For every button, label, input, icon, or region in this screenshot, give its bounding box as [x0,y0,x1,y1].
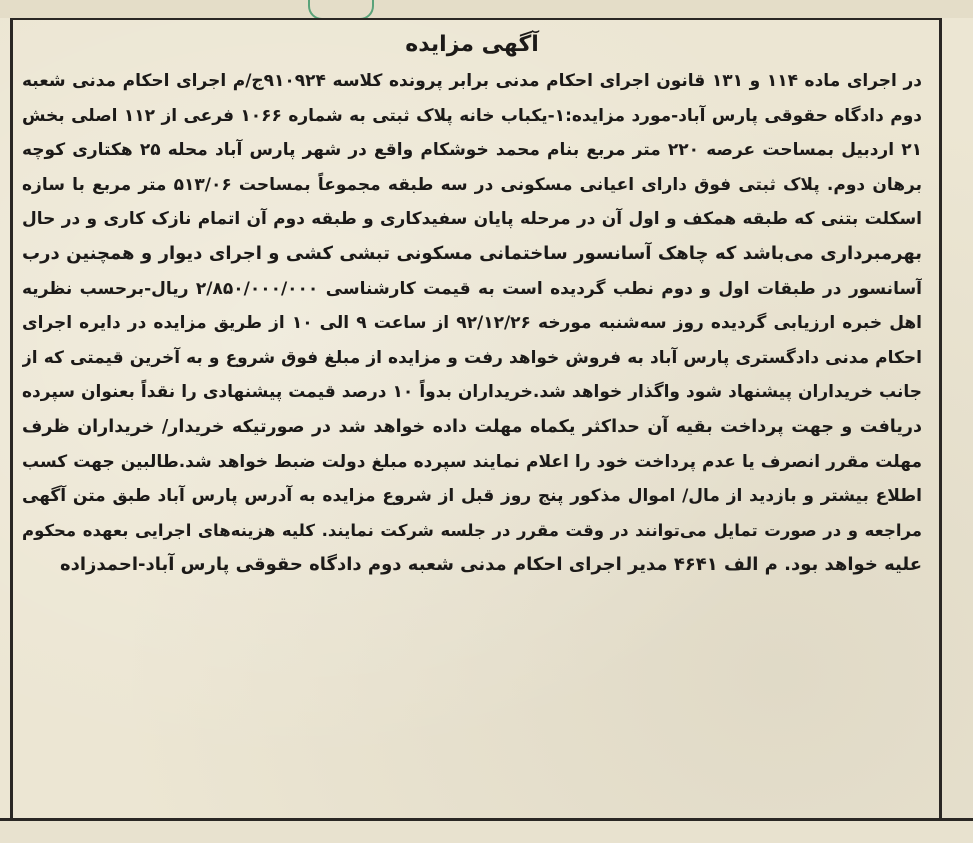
green-pen-mark [308,0,374,20]
notice-line: مراجعه و در صورت تمایل می‌توانند در وقت مقرر در جلسه شرکت نمایند. کلیه هزینه‌های اجرایی بعهده محکوم [22,520,922,540]
page-bottom-margin [0,821,973,843]
page-top-edge [0,0,973,18]
notice-line: اطلاع بیشتر و بازدید از مال/ اموال مذکور پنج روز قبل از شروع مزایده به آدرس پارس آباد طبق متن آگهی [22,486,922,507]
notice-line: بهرمبرداری می‌باشد که چاهک آسانسور ساختمانی مسکونی تبشی کشی و اجرای دیوار و همچنین درب [22,242,922,264]
notice-line: اسکلت بتنی که طبقه همکف و اول آن در مرحله پایان سفیدکاری و طبقه دوم آن اتمام نازک کاری و در حال [22,209,922,230]
notice-line: برهان دوم. پلاک ثبتی فوق دارای اعیانی مسکونی در سه طبقه مجموعاً بمساحت ۵۱۳/۰۶ متر مربع با سازه [22,174,922,195]
notice-title: آگهی مزایده [405,32,539,57]
auction-notice [22,30,922,583]
notice-line: دریافت و جهت پرداخت بقیه آن حداکثر یکماه مهلت داده خواهد شد در صورتیکه خریدار/ خریداران ظرف [22,416,922,437]
notice-line: ۲۱ اردبیل بمساحت عرصه ۲۲۰ متر مربع بنام محمد خوشکام واقع در شهر پارس آباد محله ۲۵ هکتاری کوچه [22,140,922,161]
notice-line: جانب خریداران پیشنهاد شود واگذار خواهد شد.خریداران بدواً ۱۰ درصد قیمت پیشنهادی را نقداً بعنوان سپرده [22,382,922,403]
notice-line: علیه خواهد بود. م الف ۴۶۴۱ مدیر اجرای احکام مدنی شعبه دوم دادگاه حقوقی پارس آباد-احمدزاده [60,554,922,576]
notice-body [22,64,922,583]
notice-line: مهلت مقرر انصرف یا عدم پرداخت خود را اعلام نمایند سپرده مبلغ دولت ضبط خواهد شد.طالبین جهت کسب [22,451,922,472]
notice-line: دوم دادگاه حقوقی پارس آباد-مورد مزایده:۱-یکباب خانه پلاک ثبتی به شماره ۱۰۶۶ فرعی از ۱۱۲ اصلی بخش [22,105,922,126]
notice-line: در اجرای ماده ۱۱۴ و ۱۳۱ قانون اجرای احکام مدنی برابر پرونده کلاسه ۹۱۰۹۲۴ج/م اجرای احکام مدنی شعبه [22,71,922,91]
notice-line: اهل خبره ارزیابی گردیده روز سه‌شنبه مورخه ۹۲/۱۲/۲۶ از ساعت ۹ الی ۱۰ از طریق مزایده در دایره اجرای [22,313,922,334]
notice-line: آسانسور در طبقات اول و دوم نطب گردیده است به قیمت کارشناسی ۲/۸۵۰/۰۰۰/۰۰۰ ریال-برحسب نظریه [22,278,922,299]
notice-line: احکام مدنی دادگستری پارس آباد به فروش خواهد رفت و مزایده از مبلغ فوق شروع و به آخرین قیمتی که از [22,347,922,368]
